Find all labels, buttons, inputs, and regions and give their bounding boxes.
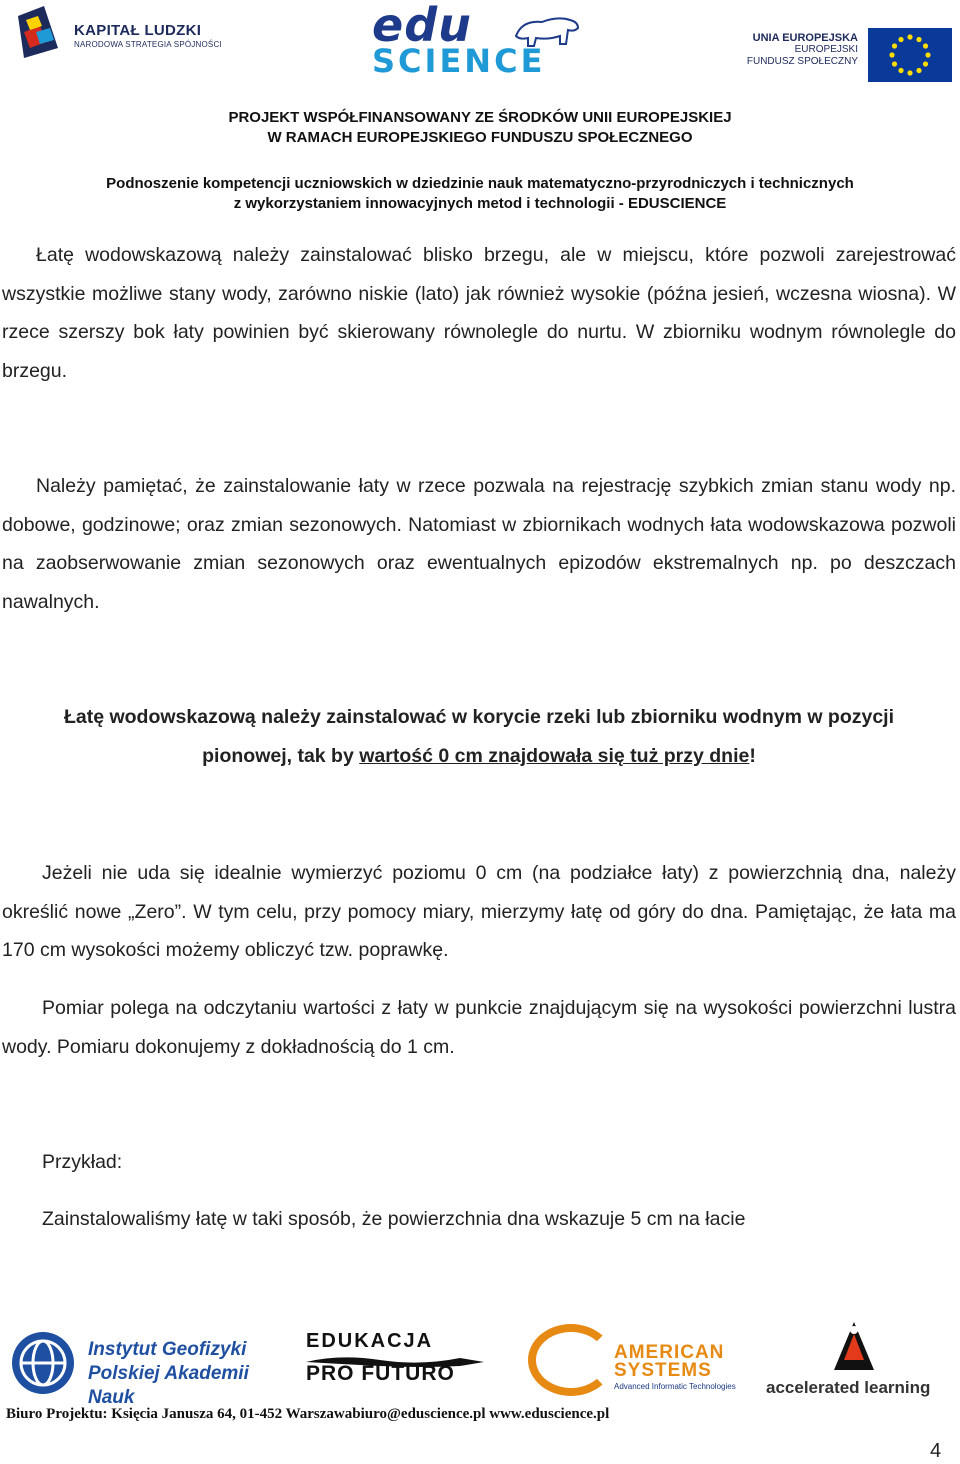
igf-line1: Instytut Geofizyki [88, 1339, 247, 1360]
important-underlined: wartość 0 cm znajdowała się tuż przy dnie [359, 744, 750, 767]
kapital-ludzki-subtitle: NARODOWA STRATEGIA SPÓJNOŚCI [74, 40, 222, 49]
kapital-ludzki-emblem-icon [14, 2, 64, 60]
pro-futuro-text: PRO FUTURO [306, 1362, 455, 1385]
project-subtitle-line1: Podnoszenie kompetencji uczniowskich w dziedzinie nauk matematyczno-przyrodniczych i technicznych [106, 175, 854, 192]
important-text: Łatę wodowskazową należy zainstalować w korycie rzeki lub zbiorniku wodnym w pozycji pionowej, tak by [63, 706, 895, 767]
paragraph-important [2, 698, 956, 775]
ring-icon [528, 1324, 614, 1396]
paragraph-example-label: Przykład: [42, 1151, 123, 1173]
paragraph-example: Zainstalowaliśmy łatę w taki sposób, że powierzchnia dna wskazuje 5 cm na łacie [42, 1208, 746, 1230]
globe-lines-icon [12, 1332, 74, 1394]
american-systems-logo [528, 1324, 746, 1396]
am-line2: SYSTEMS [614, 1360, 712, 1381]
accelerated-learning-logo [766, 1320, 954, 1400]
eduscience-logo-top: edu [372, 0, 472, 52]
triangle-figure-icon [832, 1320, 876, 1372]
eu-flag-icon [868, 28, 952, 82]
globe-icon [12, 1332, 74, 1394]
page-number: 4 [930, 1440, 942, 1462]
paragraph-installation: Łatę wodowskazową należy zainstalować blisko brzegu, ale w miejscu, które pozwoli zarejestrować wszystkie możliwe stany wody, zarówno niskie (lato) jak również wysokie (późna jesień, wczesna wiosna). W rzece szerszy bok łaty powinien być skierowany równolegle do nurtu. W zbiorniku wodnym równolegle do brzegu. [2, 244, 956, 383]
am-subtitle: Advanced Informatic Technologies [614, 1382, 736, 1391]
eduscience-logo [372, 0, 584, 80]
eu-line2: EUROPEJSKI [794, 44, 858, 55]
american-systems-title [614, 1344, 724, 1380]
eu-logo [738, 28, 954, 88]
eu-text [738, 32, 858, 68]
project-title [0, 108, 960, 148]
header-logos [0, 0, 960, 100]
eu-line3: FUNDUSZ SPOŁECZNY [746, 56, 858, 67]
edukacja-text: EDUKACJA [306, 1330, 434, 1352]
footer-logos [0, 1320, 960, 1408]
eduscience-logo-bottom: SCIENCE [372, 42, 546, 80]
am-line1: AMERICAN [614, 1342, 725, 1363]
edukacja-pro-futuro-logo [300, 1330, 500, 1394]
igf-text [88, 1338, 272, 1410]
project-title-line2: W RAMACH EUROPEJSKIEGO FUNDUSZU SPOŁECZNEGO [267, 129, 693, 146]
accelerated-learning-text: accelerated learning [766, 1378, 931, 1397]
kapital-ludzki-title: KAPITAŁ LUDZKI [74, 22, 202, 39]
project-title-line1: PROJEKT WSPÓŁFINANSOWANY ZE ŚRODKÓW UNII EUROPEJSKIEJ [228, 109, 732, 126]
paragraph-changes: Należy pamiętać, że zainstalowanie łaty w rzece pozwala na rejestrację szybkich zmian stanu wody np. dobowe, godzinowe; oraz zmian sezonowych. Natomiast w zbiornikach wodnych łata wodowskazowa pozwoli na zaobserwowanie zmian sezonowych oraz ewentualnych epizodów ekstremalnych np. po deszczach nawalnych. [2, 475, 956, 614]
project-subtitle [0, 174, 960, 214]
footer-address: Biuro Projektu: Księcia Janusza 64, 01-452 Warszawabiuro@eduscience.pl www.eduscience.pl [6, 1406, 610, 1422]
eu-stars-icon [868, 28, 952, 82]
paragraph-zero: Jeżeli nie uda się idealnie wymierzyć poziomu 0 cm (na podziałce łaty) z powierzchnią dna, należy określić nowe „Zero”. W tym celu, przy pomocy miary, mierzymy łatę od góry do dna. Pamiętając, że łata ma 170 cm wysokości możemy obliczyć tzw. poprawkę. [2, 862, 956, 962]
eu-line1: UNIA EUROPEJSKA [752, 32, 858, 44]
igf-pan-logo [12, 1332, 272, 1408]
kapital-ludzki-logo [14, 2, 234, 62]
igf-line2: Polskiej Akademii Nauk [88, 1363, 249, 1408]
paragraph-measurement: Pomiar polega na odczytaniu wartości z łaty w punkcie znajdującym się na wysokości powierzchni lustra wody. Pomiaru dokonujemy z dokładnością do 1 cm. [2, 997, 956, 1058]
important-end: ! [749, 744, 756, 767]
project-subtitle-line2: z wykorzystaniem innowacyjnych metod i technologii - EDUSCIENCE [233, 195, 727, 212]
